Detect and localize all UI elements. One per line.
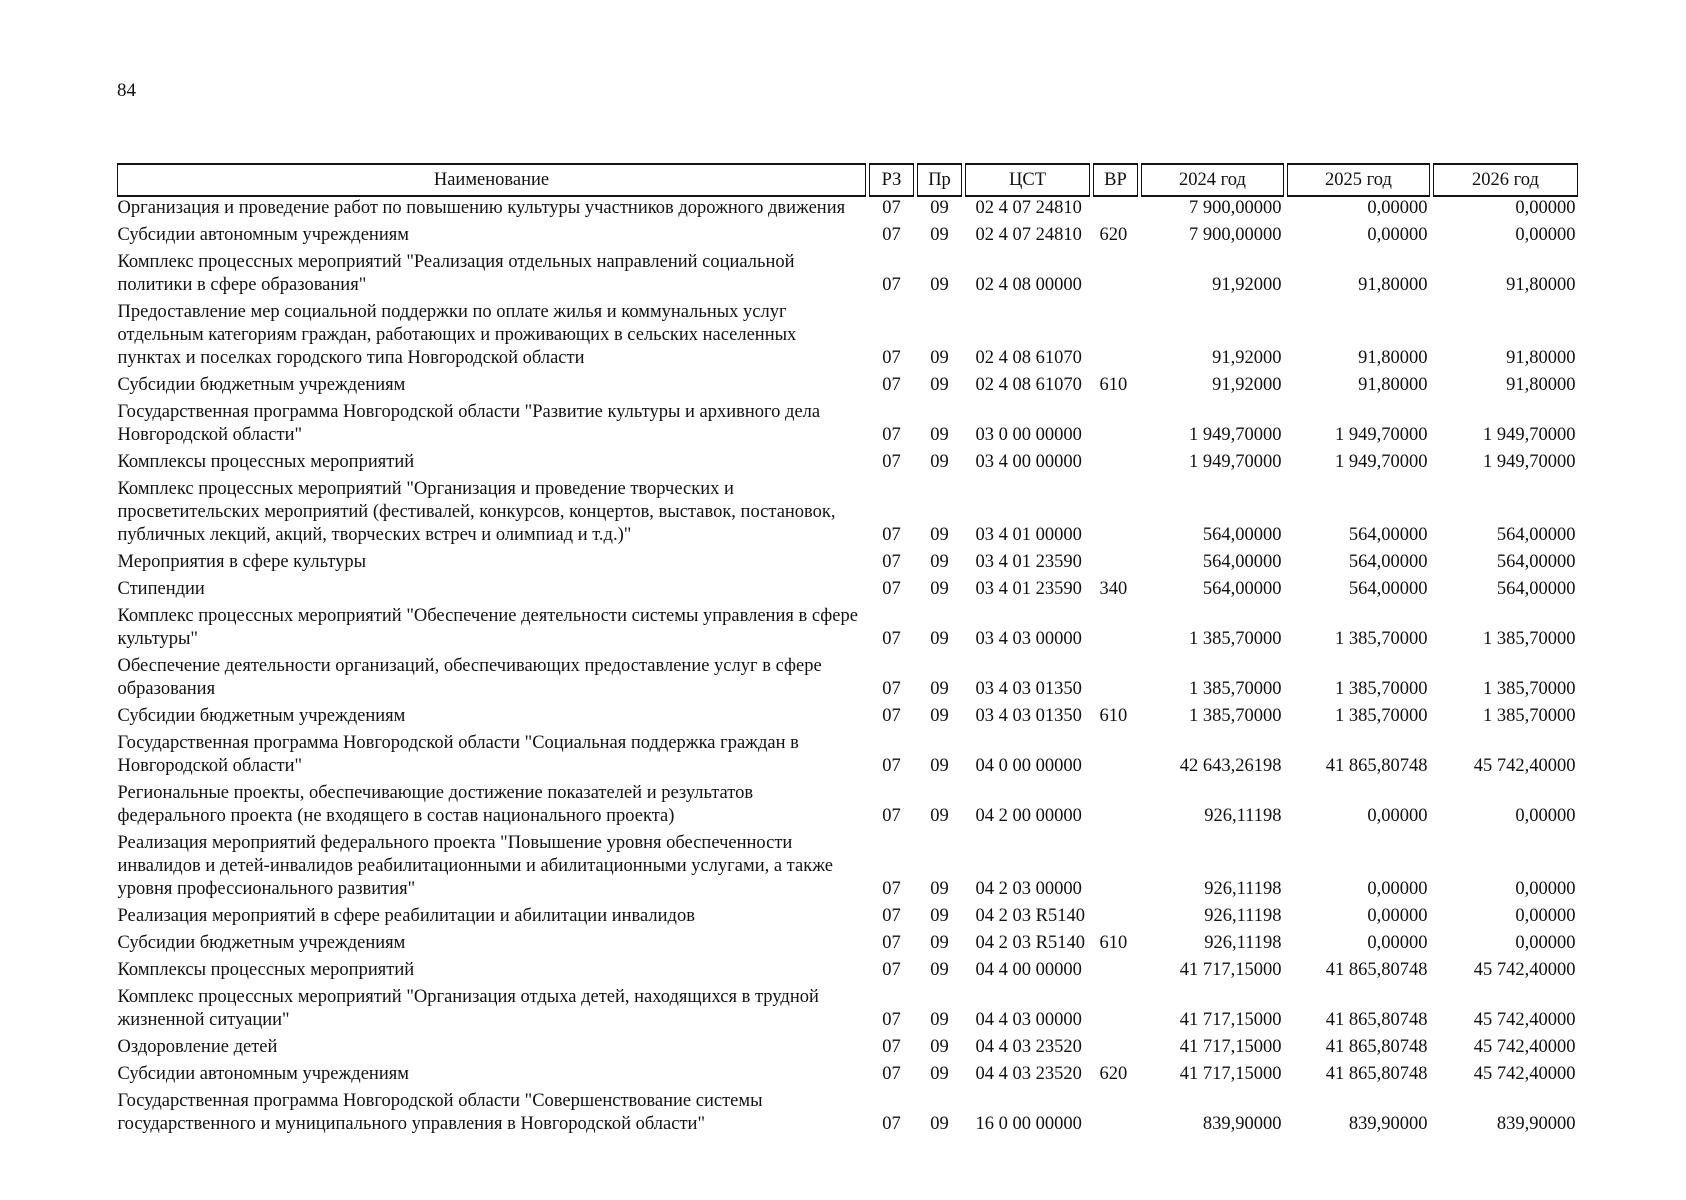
row-pr: 09 [930,706,949,726]
row-2026: 91,80000 [1506,348,1576,368]
header-2025: 2025 год [1288,164,1430,196]
row-rz: 07 [882,579,901,599]
row-pr: 09 [930,1114,949,1134]
row-cst: 03 4 03 01350 [975,706,1082,726]
row-2024: 91,92000 [1212,275,1282,295]
row-2026: 839,90000 [1496,1114,1576,1134]
table-row [118,1036,1578,1063]
table-row [118,705,1578,732]
row-name: Субсидии автономным учреждениям [117,225,409,245]
table-row [118,959,1578,986]
row-rz: 07 [882,1010,901,1030]
row-2024: 41 717,15000 [1179,1037,1282,1057]
row-2026: 1 385,70000 [1483,706,1576,726]
row-2025: 0,00000 [1367,906,1428,926]
row-rz: 07 [882,525,901,545]
row-2025: 41 865,80748 [1325,1064,1428,1084]
row-2026: 91,80000 [1506,275,1576,295]
row-rz: 07 [882,225,901,245]
row-cst: 02 4 07 24810 [975,198,1082,218]
row-pr: 09 [930,1010,949,1030]
row-2024: 1 949,70000 [1189,425,1282,445]
row-name: Субсидии бюджетным учреждениям [117,706,406,726]
row-2026: 45 742,40000 [1473,1010,1576,1030]
row-rz: 07 [882,933,901,953]
row-rz: 07 [882,198,901,218]
row-vr [1094,301,1138,374]
row-rz: 07 [882,552,901,572]
row-vr: 610 [1099,933,1128,953]
row-rz: 07 [882,679,901,699]
row-2025: 564,00000 [1348,579,1428,599]
row-rz: 07 [882,1064,901,1084]
row-cst: 02 4 08 00000 [975,275,1082,295]
row-2025: 41 865,80748 [1325,960,1428,980]
row-name: Мероприятия в сфере культуры [117,552,367,572]
table-row [118,224,1578,251]
row-2026: 1 385,70000 [1483,629,1576,649]
row-2025: 41 865,80748 [1325,1037,1428,1057]
row-cst: 04 4 03 23520 [975,1064,1082,1084]
row-vr [1094,832,1138,905]
table-row [118,605,1578,655]
row-vr [1094,905,1138,932]
row-cst: 03 4 01 23590 [975,552,1082,572]
row-vr [1094,451,1138,478]
row-2026: 0,00000 [1515,906,1576,926]
row-rz: 07 [882,756,901,776]
row-2024: 1 385,70000 [1189,629,1282,649]
row-rz: 07 [882,906,901,926]
row-rz: 07 [882,706,901,726]
row-cst: 03 4 01 00000 [975,525,1082,545]
row-pr: 09 [930,1037,949,1057]
row-pr: 09 [930,756,949,776]
row-2025: 1 949,70000 [1335,425,1428,445]
row-name: Реализация мероприятий федерального проекта "Повышение уровня обеспеченности инвалидов и детей-инвалидов реабилитационными и абилитационными услугами, а также уровня профессионального развития" [117,833,833,899]
row-name: Обеспечение деятельности организаций, обеспечивающих предоставление услуг в сфере образования [117,656,822,699]
header-2024: 2024 год [1142,164,1284,196]
row-vr: 610 [1099,375,1128,395]
row-2026: 0,00000 [1515,933,1576,953]
row-2024: 926,11198 [1204,933,1282,953]
row-2025: 0,00000 [1367,225,1428,245]
row-2025: 839,90000 [1348,1114,1428,1134]
row-pr: 09 [930,275,949,295]
row-vr [1094,959,1138,986]
row-vr [1094,551,1138,578]
row-name: Стипендии [117,579,205,599]
row-2024: 1 385,70000 [1189,706,1282,726]
row-pr: 09 [930,906,949,926]
row-2024: 839,90000 [1202,1114,1282,1134]
row-2025: 91,80000 [1358,275,1428,295]
row-2024: 564,00000 [1202,579,1282,599]
header-name: Наименование [118,164,866,196]
row-vr [1094,655,1138,705]
row-pr: 09 [930,348,949,368]
budget-table [117,163,1578,1140]
row-cst: 03 4 01 23590 [975,579,1082,599]
table-row [118,1090,1578,1140]
row-pr: 09 [930,375,949,395]
row-cst: 03 0 00 00000 [975,425,1082,445]
row-2024: 564,00000 [1202,552,1282,572]
row-vr [1094,782,1138,832]
row-vr [1094,732,1138,782]
row-2024: 7 900,00000 [1189,225,1282,245]
row-2025: 0,00000 [1367,879,1428,899]
row-pr: 09 [930,525,949,545]
row-rz: 07 [882,348,901,368]
row-rz: 07 [882,879,901,899]
row-cst: 02 4 08 61070 [975,375,1082,395]
row-2025: 0,00000 [1367,933,1428,953]
row-2025: 1 385,70000 [1335,679,1428,699]
row-cst: 04 4 03 00000 [975,1010,1082,1030]
row-2024: 1 385,70000 [1189,679,1282,699]
table-row [118,1063,1578,1090]
row-rz: 07 [882,1114,901,1134]
row-2025: 564,00000 [1348,552,1428,572]
header-vr: ВР [1094,164,1138,196]
header-pr: Пр [918,164,962,196]
header-2026: 2026 год [1434,164,1578,196]
row-cst: 04 4 03 23520 [975,1037,1082,1057]
row-name: Субсидии бюджетным учреждениям [117,933,406,953]
table-header-row [118,164,1578,196]
row-2024: 41 717,15000 [1179,960,1282,980]
row-cst: 04 2 03 R5140 [975,933,1085,953]
header-rz: РЗ [870,164,914,196]
row-2026: 1 949,70000 [1483,452,1576,472]
table-row [118,986,1578,1036]
row-cst: 02 4 08 61070 [975,348,1082,368]
row-vr [1094,1036,1138,1063]
row-rz: 07 [882,960,901,980]
row-2026: 0,00000 [1515,198,1576,218]
row-rz: 07 [882,629,901,649]
row-pr: 09 [930,579,949,599]
row-2024: 564,00000 [1202,525,1282,545]
row-vr: 340 [1099,579,1128,599]
row-2026: 45 742,40000 [1473,960,1576,980]
row-2025: 1 385,70000 [1335,629,1428,649]
row-name: Государственная программа Новгородской области "Социальная поддержка граждан в Новгородской области" [117,733,799,776]
row-2026: 45 742,40000 [1473,1037,1576,1057]
table-row [118,832,1578,905]
row-2024: 1 949,70000 [1189,452,1282,472]
row-name: Комплекс процессных мероприятий "Обеспечение деятельности системы управления в сфере культуры" [117,606,858,649]
row-cst: 04 2 03 00000 [975,879,1082,899]
row-2024: 926,11198 [1204,879,1282,899]
header-cst: ЦСТ [966,164,1090,196]
row-pr: 09 [930,225,949,245]
row-2025: 1 385,70000 [1335,706,1428,726]
row-rz: 07 [882,1037,901,1057]
row-pr: 09 [930,933,949,953]
row-2024: 926,11198 [1204,906,1282,926]
table-row [118,578,1578,605]
row-rz: 07 [882,806,901,826]
table-body [118,196,1578,1140]
row-rz: 07 [882,452,901,472]
row-pr: 09 [930,198,949,218]
row-2024: 91,92000 [1212,375,1282,395]
table-row [118,932,1578,959]
row-cst: 16 0 00 00000 [975,1114,1082,1134]
table-row [118,905,1578,932]
row-2026: 45 742,40000 [1473,1064,1576,1084]
row-2026: 564,00000 [1496,579,1576,599]
table-row [118,374,1578,401]
row-cst: 03 4 03 00000 [975,629,1082,649]
row-rz: 07 [882,275,901,295]
row-name: Оздоровление детей [117,1037,278,1057]
row-cst: 03 4 03 01350 [975,679,1082,699]
row-name: Комплекс процессных мероприятий "Организация и проведение творческих и просветительских мероприятий (фестивалей, конкурсов, концертов, выставок, постановок, публичных лекций, акций, творческих встреч и олимпиад и т.д.)" [117,479,836,545]
row-2026: 564,00000 [1496,525,1576,545]
row-vr: 620 [1099,225,1128,245]
table-row [118,401,1578,451]
row-pr: 09 [930,629,949,649]
row-rz: 07 [882,425,901,445]
row-2025: 0,00000 [1367,198,1428,218]
row-2026: 1 385,70000 [1483,679,1576,699]
table-row [118,732,1578,782]
table-row [118,196,1578,224]
table-row [118,655,1578,705]
row-name: Государственная программа Новгородской области "Развитие культуры и архивного дела Новгородской области" [117,402,821,445]
row-vr [1094,196,1138,224]
row-rz: 07 [882,375,901,395]
row-2025: 41 865,80748 [1325,756,1428,776]
row-2026: 564,00000 [1496,552,1576,572]
row-name: Субсидии автономным учреждениям [117,1064,409,1084]
table-row [118,782,1578,832]
table-row [118,301,1578,374]
row-pr: 09 [930,879,949,899]
row-vr [1094,1090,1138,1140]
row-2026: 0,00000 [1515,879,1576,899]
row-name: Реализация мероприятий в сфере реабилитации и абилитации инвалидов [117,906,695,926]
row-name: Комплекс процессных мероприятий "Реализация отдельных направлений социальной политики в сфере образования" [117,252,795,295]
row-2024: 42 643,26198 [1179,756,1282,776]
table-row [118,451,1578,478]
row-vr [1094,478,1138,551]
row-2026: 0,00000 [1515,225,1576,245]
row-2025: 91,80000 [1358,348,1428,368]
row-2026: 91,80000 [1506,375,1576,395]
row-vr [1094,401,1138,451]
table-row [118,551,1578,578]
row-cst: 04 0 00 00000 [975,756,1082,776]
row-2025: 91,80000 [1358,375,1428,395]
table-row [118,251,1578,301]
row-2024: 926,11198 [1204,806,1282,826]
row-name: Региональные проекты, обеспечивающие достижение показателей и результатов федерального проекта (не входящего в состав национального проекта) [117,783,754,826]
table-row [118,478,1578,551]
row-name: Комплекс процессных мероприятий "Организация отдыха детей, находящихся в трудной жизненной ситуации" [117,987,819,1030]
row-vr [1094,251,1138,301]
row-vr [1094,986,1138,1036]
row-name: Предоставление мер социальной поддержки по оплате жилья и коммунальных услуг отдельным категориям граждан, работающих и проживающих в сельских населенных пунктах и поселках городского типа Новгородской области [117,302,797,368]
row-2025: 564,00000 [1348,525,1428,545]
row-2026: 0,00000 [1515,806,1576,826]
row-cst: 04 2 00 00000 [975,806,1082,826]
row-vr [1094,605,1138,655]
row-2024: 7 900,00000 [1189,198,1282,218]
row-cst: 02 4 07 24810 [975,225,1082,245]
row-name: Субсидии бюджетным учреждениям [117,375,406,395]
row-2026: 1 949,70000 [1483,425,1576,445]
row-pr: 09 [930,425,949,445]
row-pr: 09 [930,806,949,826]
row-pr: 09 [930,552,949,572]
row-name: Государственная программа Новгородской области "Совершенствование системы государственного и муниципального управления в Новгородской области" [117,1091,763,1134]
page-number: 84 [117,80,136,101]
row-name: Комплексы процессных мероприятий [117,960,415,980]
row-cst: 04 2 03 R5140 [975,906,1085,926]
row-pr: 09 [930,960,949,980]
row-pr: 09 [930,452,949,472]
row-2025: 41 865,80748 [1325,1010,1428,1030]
row-2024: 41 717,15000 [1179,1010,1282,1030]
row-cst: 04 4 00 00000 [975,960,1082,980]
row-cst: 03 4 00 00000 [975,452,1082,472]
row-vr: 620 [1099,1064,1128,1084]
row-name: Организация и проведение работ по повышению культуры участников дорожного движения [117,198,846,218]
row-pr: 09 [930,1064,949,1084]
row-2026: 45 742,40000 [1473,756,1576,776]
row-2025: 1 949,70000 [1335,452,1428,472]
row-2025: 0,00000 [1367,806,1428,826]
row-2024: 41 717,15000 [1179,1064,1282,1084]
row-vr: 610 [1099,706,1128,726]
row-2024: 91,92000 [1212,348,1282,368]
row-pr: 09 [930,679,949,699]
row-name: Комплексы процессных мероприятий [117,452,415,472]
